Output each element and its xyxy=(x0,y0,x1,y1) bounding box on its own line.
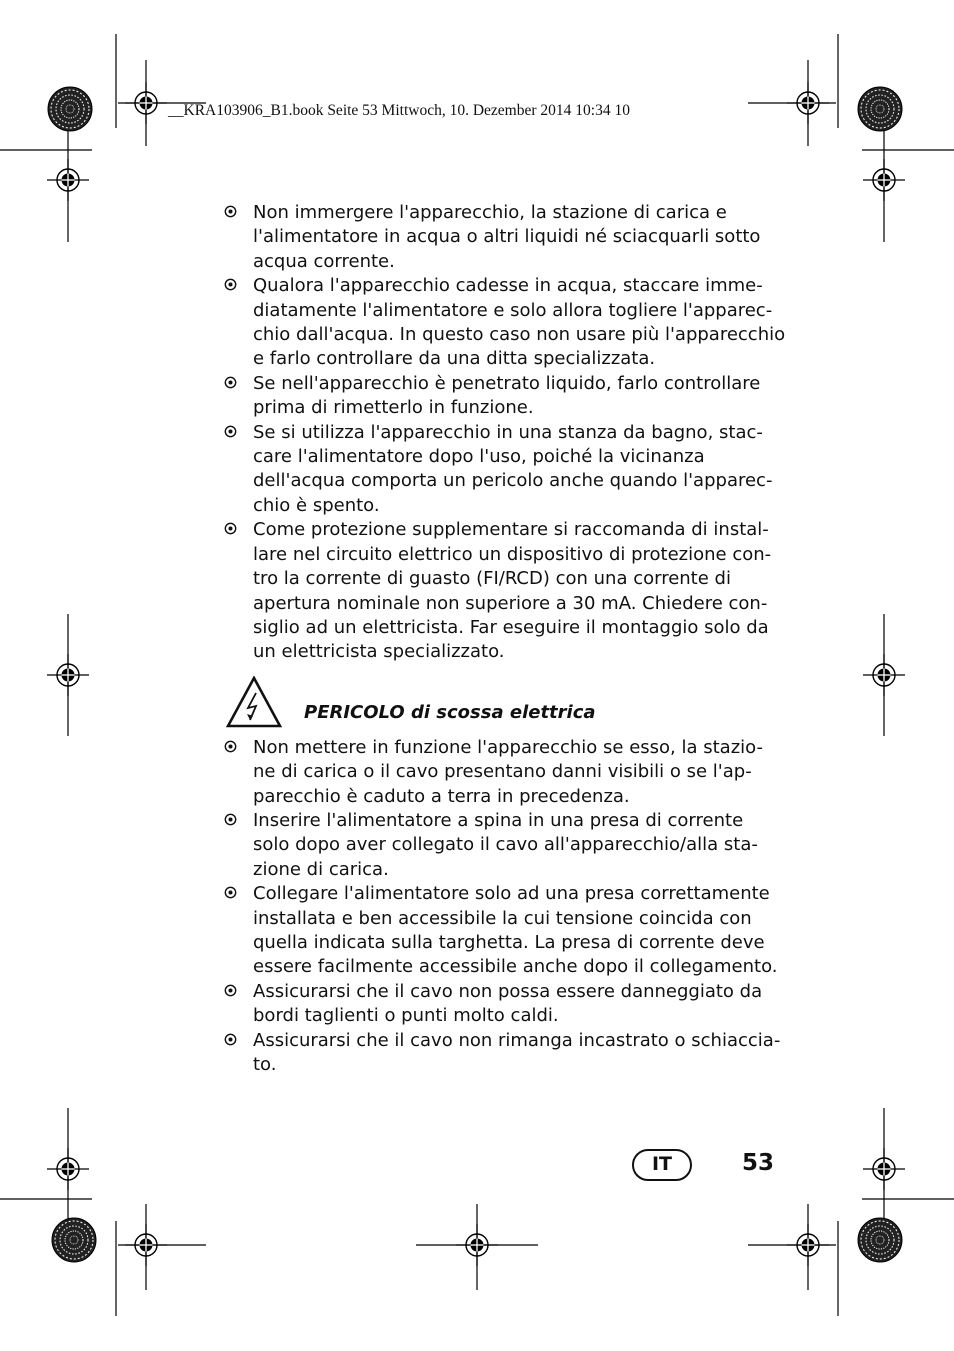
list-item-line: quella indicata sulla targhetta. La presa di corrente deve xyxy=(253,931,765,953)
list-item-line: l'alimentatore in acqua o altri liquidi né sciacquarli sotto xyxy=(253,226,761,248)
circle-bullet-icon xyxy=(224,376,237,389)
list-item-line: Assicurarsi che il cavo non possa essere danneggiato da xyxy=(253,980,763,1002)
circle-bullet-icon xyxy=(224,886,237,899)
circle-bullet-icon xyxy=(224,278,237,291)
list-item-line: parecchio è caduto a terra in precedenza. xyxy=(253,785,630,807)
language-badge: IT xyxy=(632,1149,692,1181)
print-header-line: __KRA103906_B1.book Seite 53 Mittwoch, 10. Dezember 2014 10:34 10 xyxy=(168,102,630,119)
circle-bullet-icon xyxy=(224,740,237,753)
safety-list-2 xyxy=(222,736,781,1078)
list-item-line: e farlo controllare da una ditta specializzata. xyxy=(253,348,656,370)
list-item xyxy=(222,201,774,274)
list-item-line: Collegare l'alimentatore solo ad una presa correttamente xyxy=(253,883,770,905)
circle-bullet-icon xyxy=(224,205,237,218)
circle-bullet-icon xyxy=(224,522,237,535)
safety-list-1 xyxy=(222,201,786,665)
list-item xyxy=(222,518,774,664)
electric-hazard-triangle-icon xyxy=(226,676,282,728)
list-item-line: bordi taglienti o punti molto caldi. xyxy=(253,1005,559,1027)
list-item xyxy=(222,421,774,519)
list-item-line: chio è spento. xyxy=(253,494,380,516)
list-item-line: Non mettere in funzione l'apparecchio se esso, la stazio- xyxy=(253,736,764,758)
list-item-line: installata e ben accessibile la cui tensione coincida con xyxy=(253,907,752,929)
circle-bullet-icon xyxy=(224,813,237,826)
list-item-line: essere facilmente accessibile anche dopo il collegamento. xyxy=(253,956,778,978)
list-item xyxy=(222,274,786,372)
circle-bullet-icon xyxy=(224,425,237,438)
list-item-line: apertura nominale non superiore a 30 mA. Chiedere con- xyxy=(253,592,768,614)
list-item-line: siglio ad un elettricista. Far eseguire il montaggio solo da xyxy=(253,616,769,638)
list-item-line: acqua corrente. xyxy=(253,250,395,272)
list-item-line: to. xyxy=(253,1054,277,1075)
warning-title: PERICOLO di scossa elettrica xyxy=(304,701,596,723)
list-item-line: diatamente l'alimentatore e solo allora togliere l'apparec- xyxy=(253,299,773,321)
list-item-line: Se si utilizza l'apparecchio in una stanza da bagno, stac- xyxy=(253,421,763,443)
list-item-line: care l'alimentatore dopo l'uso, poiché la vicinanza xyxy=(253,446,705,468)
list-item-line: prima di rimetterlo in funzione. xyxy=(253,397,534,419)
list-item xyxy=(222,372,774,421)
list-item xyxy=(222,980,774,1029)
list-item-line: Come protezione supplementare si raccomanda di instal- xyxy=(253,519,769,541)
list-item-line: dell'acqua comporta un pericolo anche quando l'apparec- xyxy=(253,470,773,492)
list-item-line: Inserire l'alimentatore a spina in una presa di corrente xyxy=(253,809,744,831)
list-item-line: solo dopo aver collegato il cavo all'apparecchio/alla sta- xyxy=(253,834,758,856)
list-item-line: un elettricista specializzato. xyxy=(253,641,505,663)
list-item xyxy=(222,736,774,809)
list-item-line: Se nell'apparecchio è penetrato liquido, farlo controllare xyxy=(253,372,761,394)
circle-bullet-icon xyxy=(224,984,237,997)
list-item-line: Assicurarsi che il cavo non rimanga incastrato o schiaccia- xyxy=(253,1029,781,1051)
circle-bullet-icon xyxy=(224,1033,237,1046)
list-item-line: zione di carica. xyxy=(253,858,389,880)
list-item xyxy=(222,1029,781,1078)
page-content xyxy=(222,201,786,1077)
warning-heading xyxy=(222,676,774,736)
list-item-line: chio dall'acqua. In questo caso non usare più l'apparecchio xyxy=(253,324,786,346)
list-item xyxy=(222,882,778,980)
list-item xyxy=(222,809,774,882)
list-item-line: tro la corrente di guasto (FI/RCD) con una corrente di xyxy=(253,568,731,590)
page-number: 53 xyxy=(742,1150,775,1176)
list-item-line: Qualora l'apparecchio cadesse in acqua, staccare imme- xyxy=(253,275,763,297)
list-item-line: ne di carica o il cavo presentano danni visibili o se l'ap- xyxy=(253,761,752,783)
list-item-line: lare nel circuito elettrico un dispositivo di protezione con- xyxy=(253,543,772,565)
list-item-line: Non immergere l'apparecchio, la stazione di carica e xyxy=(253,202,727,223)
